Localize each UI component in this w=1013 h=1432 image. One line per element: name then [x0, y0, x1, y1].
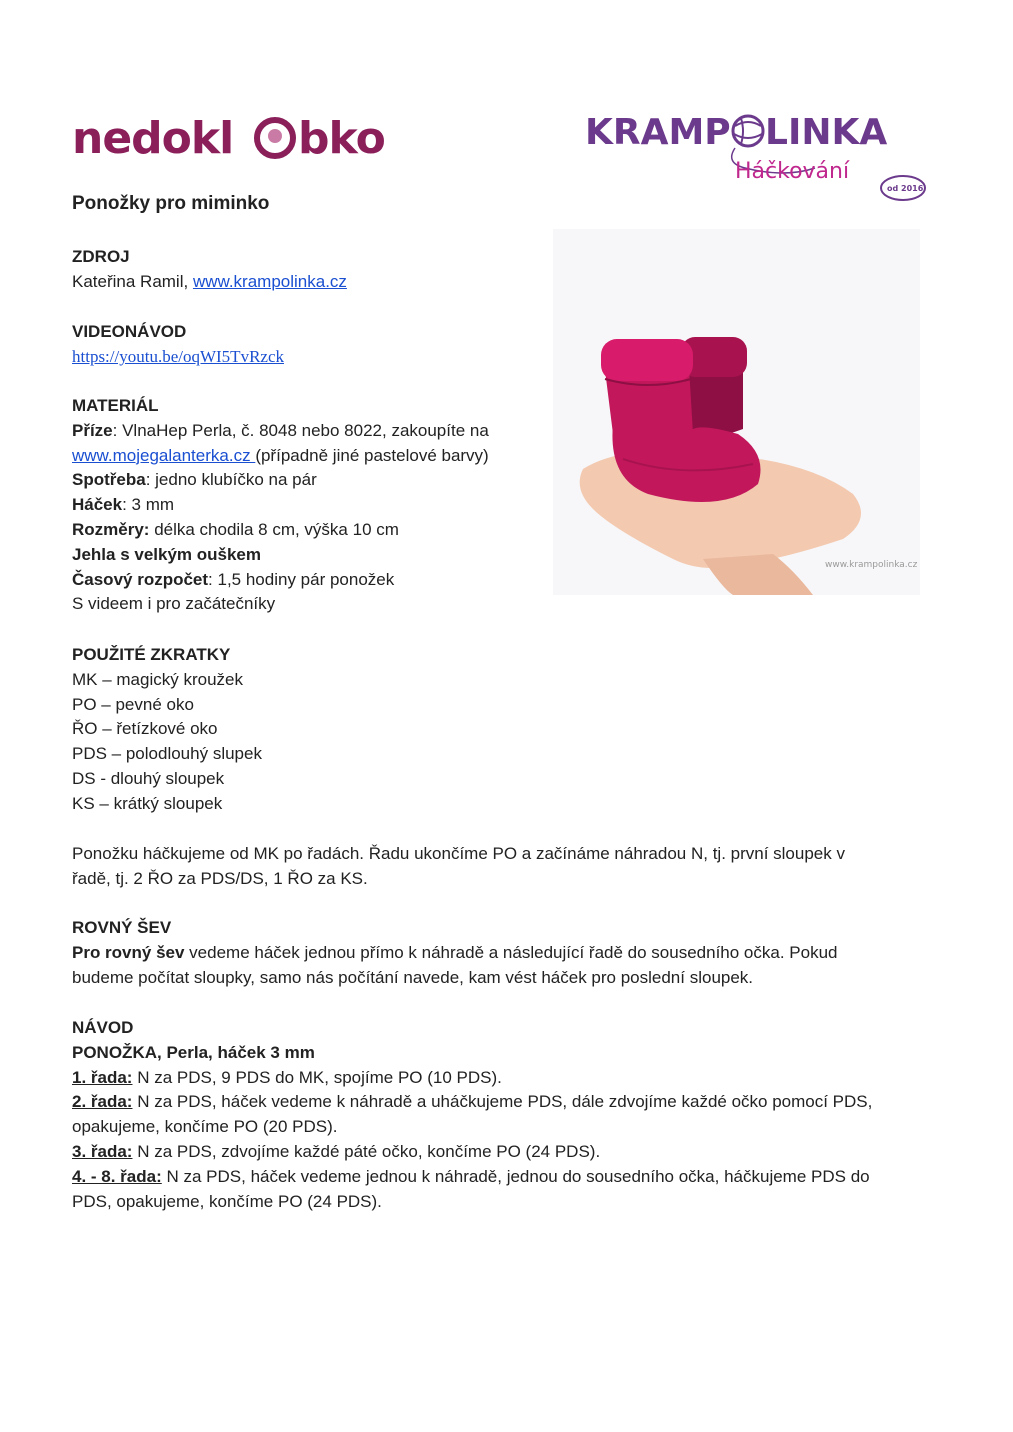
sev-section — [72, 916, 838, 990]
cas-line — [72, 568, 489, 593]
hacek-line — [72, 493, 489, 518]
svg-text:KRAMP: KRAMP — [585, 112, 731, 153]
navod-row-4 — [72, 1165, 872, 1190]
svg-text:Háčkování: Háčkování — [735, 159, 850, 184]
priza-line — [72, 419, 489, 444]
youtube-link[interactable]: https://youtu.be/oqWI5TvRzck — [72, 346, 284, 366]
nedoklubko-logo-graphic — [72, 108, 402, 168]
shop-note: (případně jiné pastelové barvy) — [255, 445, 489, 465]
intro-paragraph — [72, 842, 845, 892]
nedoklubko-logo — [72, 108, 402, 168]
video-section — [72, 320, 284, 370]
krampolinka-logo-graphic — [585, 108, 930, 208]
video-heading: VIDEONÁVOD — [72, 322, 187, 341]
svg-text:od 2016: od 2016 — [887, 184, 924, 193]
zkratky-item: PO – pevné oko — [72, 694, 194, 714]
rozmery-label: Rozměry: — [72, 519, 150, 539]
svg-text:nedokl: nedokl — [72, 113, 234, 164]
zkratky-item: ŘO – řetízkové oko — [72, 719, 218, 739]
navod-row-2-cont: opakujeme, končíme PO (20 PDS). — [72, 1117, 338, 1137]
row-text: N za PDS, háček vedeme k náhradě a uháčkujeme PDS, dále zdvojíme každé očko pomocí PDS, — [132, 1092, 873, 1112]
material-section — [72, 394, 489, 617]
video-note: S videem i pro začátečníky — [72, 594, 276, 614]
row-label: 1. řada: — [72, 1067, 133, 1087]
priza-label: Příze — [72, 420, 113, 440]
shop-link[interactable]: www.mojegalanterka.cz — [72, 445, 256, 465]
video-line — [72, 345, 284, 370]
baby-socks-photo — [553, 229, 920, 595]
zkratky-section — [72, 643, 262, 817]
sev-heading: ROVNÝ ŠEV — [72, 918, 172, 937]
row-text: N za PDS, háček vedeme jednou k náhradě, jednou do sousedního očka, háčkujeme PDS do — [161, 1166, 870, 1186]
rozmery-line — [72, 518, 489, 543]
zkratky-heading: POUŽITÉ ZKRATKY — [72, 645, 231, 664]
zkratky-item: KS – krátký sloupek — [72, 793, 223, 813]
priza-text: : VlnaHep Perla, č. 8048 nebo 8022, zakoupíte na — [112, 420, 489, 440]
zkratky-item: MK – magický kroužek — [72, 669, 243, 689]
sev-line-1 — [72, 941, 838, 966]
row-text: N za PDS, 9 PDS do MK, spojíme PO (10 PDS). — [132, 1067, 502, 1087]
navod-section — [72, 1016, 872, 1214]
sev-line-2: budeme počítat sloupky, samo nás počítání navede, kam vést háček pro poslední sloupek. — [72, 967, 754, 987]
krampolinka-logo — [585, 108, 930, 208]
sev-bold: Pro rovný šev — [72, 942, 185, 962]
intro-line-1: Ponožku háčkujeme od MK po řadách. Řadu ukončíme PO a začínáme náhradou N, tj. první sloupek v — [72, 844, 845, 863]
navod-row-1 — [72, 1066, 872, 1091]
zkratky-item: DS - dlouhý sloupek — [72, 768, 225, 788]
svg-text:bko: bko — [298, 113, 385, 164]
row-label: 2. řada: — [72, 1092, 133, 1112]
zdroj-line — [72, 270, 347, 295]
hacek-label: Háček — [72, 495, 123, 515]
shop-line — [72, 444, 489, 469]
zkratky-item: PDS – polodlouhý slupek — [72, 744, 262, 764]
sev-text-1: vedeme háček jednou přímo k náhradě a následující řadě do sousedního očka. Pokud — [184, 942, 838, 962]
navod-heading: NÁVOD — [72, 1018, 134, 1037]
hacek-text: : 3 mm — [122, 495, 175, 515]
row-label: 3. řada: — [72, 1141, 133, 1161]
rozmery-text: délka chodila 8 cm, výška 10 cm — [149, 519, 399, 539]
spotreba-text: : jedno klubíčko na pár — [145, 470, 317, 490]
navod-row-2 — [72, 1090, 872, 1115]
photo-watermark: www.krampolinka.cz — [825, 560, 918, 570]
krampolinka-link[interactable]: www.krampolinka.cz — [192, 271, 347, 291]
row-label: 4. - 8. řada: — [72, 1166, 162, 1186]
navod-row-4-cont: PDS, opakujeme, končíme PO (24 PDS). — [72, 1191, 382, 1211]
navod-row-3 — [72, 1140, 872, 1165]
spotreba-line — [72, 468, 489, 493]
navod-subheading: PONOŽKA, Perla, háček 3 mm — [72, 1042, 315, 1062]
material-heading: MATERIÁL — [72, 396, 159, 415]
intro-line-2: řadě, tj. 2 ŘO za PDS/DS, 1 ŘO za KS. — [72, 868, 368, 888]
baby-socks-illustration — [553, 229, 920, 595]
row-text: N za PDS, zdvojíme každé páté očko, končíme PO (24 PDS). — [132, 1141, 601, 1161]
zdroj-author: Kateřina Ramil, — [72, 271, 193, 291]
cas-text: : 1,5 hodiny pár ponožek — [208, 569, 395, 589]
jehla-line: Jehla s velkým ouškem — [72, 544, 262, 564]
zdroj-section — [72, 245, 347, 295]
cas-label: Časový rozpočet — [72, 569, 209, 589]
svg-text:LINKA: LINKA — [765, 112, 888, 153]
zdroj-heading: ZDROJ — [72, 247, 130, 266]
spotreba-label: Spotřeba — [72, 470, 146, 490]
page-title: Ponožky pro miminko — [72, 193, 270, 214]
